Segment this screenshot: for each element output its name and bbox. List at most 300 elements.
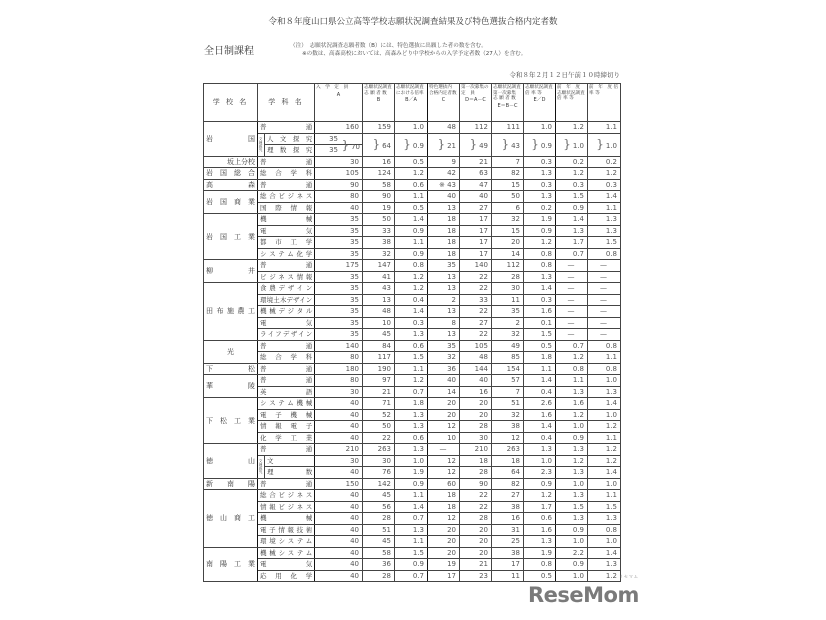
value-cell: 0.6 [395, 432, 428, 444]
value-cell: 58 [363, 179, 395, 191]
group-total-value: 70 [351, 142, 361, 151]
school-name: 柳 井 [204, 260, 258, 283]
value-cell: 1.6 [524, 409, 556, 421]
school-name: 徳山商工 [204, 490, 258, 548]
value-cell: 1.3 [588, 386, 621, 398]
value-cell: 38 [492, 421, 524, 433]
course-name: 理数探究 [265, 145, 315, 157]
value-cell: 1.4 [524, 283, 556, 295]
value-cell: 150 [315, 478, 363, 490]
value-cell: 85 [492, 352, 524, 364]
value-cell: 35 [315, 283, 363, 295]
value-cell: 18 [492, 455, 524, 467]
value-cell: — [588, 271, 621, 283]
header-formula: B／A [405, 97, 417, 104]
value-cell: 0.5 [395, 156, 428, 168]
value-cell: 2.3 [524, 467, 556, 479]
value-cell: 0.5 [524, 340, 556, 352]
table-row [204, 168, 621, 180]
value-cell: 20 [460, 547, 492, 559]
value-cell: 12 [428, 421, 460, 433]
header-label: 前 年 度 志願状況調査 倍 率 等 [557, 85, 585, 102]
value-cell: 30 [315, 156, 363, 168]
value-cell: 49 [492, 340, 524, 352]
value-cell: 90 [363, 191, 395, 203]
value-cell: 1.9 [395, 467, 428, 479]
value-cell: 36 [363, 559, 395, 571]
table-row [204, 237, 621, 249]
value-cell: 159 [363, 122, 395, 134]
table-row [204, 329, 621, 341]
value-cell: 1.5 [556, 501, 588, 513]
value-cell: 160 [315, 122, 363, 134]
course-name: 都市工学 [258, 237, 315, 249]
value-cell: 0.6 [395, 340, 428, 352]
value-cell: 40 [315, 536, 363, 548]
value-text: 49 [479, 141, 489, 150]
value-cell: 32 [363, 248, 395, 260]
value-cell: 1.2 [395, 271, 428, 283]
value-cell: 0.8 [556, 363, 588, 375]
value-cell: 13 [428, 283, 460, 295]
value-cell: 1.3 [556, 444, 588, 456]
value-cell: 31 [492, 524, 524, 536]
value-cell: 0.3 [556, 179, 588, 191]
value-cell: 1.8 [524, 352, 556, 364]
value-cell: 28 [460, 467, 492, 479]
value-cell: 18 [428, 248, 460, 260]
value-cell: 1.5 [556, 191, 588, 203]
table-row [204, 122, 621, 134]
value-cell: 0.9 [556, 432, 588, 444]
value-cell: 15 [492, 225, 524, 237]
value-cell: 14 [428, 386, 460, 398]
value-cell: 1.8 [395, 398, 428, 410]
value-cell: 1.3 [395, 329, 428, 341]
value-cell: 1.6 [524, 524, 556, 536]
course-name: 総合学科 [258, 168, 315, 180]
value-cell: 1.1 [588, 432, 621, 444]
value-cell: 30 [315, 455, 363, 467]
value-cell: 40 [315, 432, 363, 444]
value-cell: — [588, 283, 621, 295]
value-cell: 57 [492, 375, 524, 387]
value-cell: 13 [428, 271, 460, 283]
table-row [204, 570, 621, 582]
value-cell: 35 [315, 306, 363, 318]
value-cell: 50 [492, 191, 524, 203]
application-status-table [203, 83, 621, 582]
value-cell: 22 [460, 329, 492, 341]
value-cell: 13 [428, 329, 460, 341]
value-cell: 16 [363, 156, 395, 168]
value-cell: — [556, 306, 588, 318]
course-name: 電子情報技術 [258, 524, 315, 536]
value-cell: 1.1 [588, 122, 621, 134]
value-cell: 1.2 [395, 375, 428, 387]
value-cell: 0.7 [395, 386, 428, 398]
value-cell: 20 [428, 398, 460, 410]
value-cell: 8 [428, 317, 460, 329]
value-cell: 1.2 [556, 168, 588, 180]
value-cell: 47 [460, 179, 492, 191]
value-cell: 0.1 [524, 317, 556, 329]
value-cell: 0.5 [395, 202, 428, 214]
value-cell: 0.9 [524, 225, 556, 237]
value-cell: 0.6 [524, 513, 556, 525]
course-name: 人文探究 [265, 133, 315, 145]
value-cell: 1.2 [524, 237, 556, 249]
header-formula: E／D [533, 97, 546, 104]
table-row [204, 225, 621, 237]
value-cell: 15 [492, 179, 524, 191]
value-cell: 12 [428, 467, 460, 479]
value-cell: 7 [492, 156, 524, 168]
value-cell: 17 [460, 237, 492, 249]
value-cell: 71 [363, 398, 395, 410]
value-cell: ※ 43 [428, 179, 460, 191]
value-cell: 1.4 [524, 375, 556, 387]
value-cell: 1.2 [556, 455, 588, 467]
value-cell: 38 [492, 547, 524, 559]
table-row [204, 490, 621, 502]
value-cell: 263 [492, 444, 524, 456]
value-cell: 28 [363, 513, 395, 525]
table-row [204, 133, 621, 145]
course-name: 総合ビジネス [258, 191, 315, 203]
course-name: 化学工業 [258, 432, 315, 444]
value-cell: 32 [492, 409, 524, 421]
value-cell: 21 [363, 386, 395, 398]
value-cell: 1.4 [556, 214, 588, 226]
value-cell: 1.4 [395, 306, 428, 318]
value-cell: 1.2 [395, 168, 428, 180]
value-cell: 30 [492, 283, 524, 295]
value-cell: 1.3 [556, 225, 588, 237]
value-text: 0.9 [412, 141, 425, 150]
value-cell: — [556, 329, 588, 341]
value-cell: 80 [315, 191, 363, 203]
value-cell: 1.3 [556, 513, 588, 525]
header-col [492, 84, 524, 122]
value-cell: 28 [492, 271, 524, 283]
value-cell: 0.8 [524, 559, 556, 571]
value-cell: 1.2 [588, 444, 621, 456]
course-name: 英 語 [258, 386, 315, 398]
note-1: （注） 志願状況調査志願者数（B）には、特色選抜に出願した者の数を含む。 [290, 43, 487, 49]
value-cell: 1.0 [524, 122, 556, 134]
value-cell: 40 [428, 375, 460, 387]
value-cell: 105 [460, 340, 492, 352]
course-name: 普 通 [258, 363, 315, 375]
school-name: 岩国総合 [204, 168, 258, 180]
value-text: 1.0 [605, 141, 618, 150]
value-cell: 1.6 [556, 398, 588, 410]
value-cell: 6 [492, 202, 524, 214]
value-cell: 1.0 [556, 421, 588, 433]
value-cell: 13 [428, 306, 460, 318]
school-name: 岩国商業 [204, 191, 258, 214]
value-cell: 1.5 [588, 237, 621, 249]
table-row [204, 352, 621, 364]
value-cell: 1.3 [588, 513, 621, 525]
value-cell: 22 [363, 432, 395, 444]
value-text: 0.9 [540, 141, 553, 150]
value-cell: 105 [315, 168, 363, 180]
brace-icon: } [437, 136, 446, 151]
school-name: 高 森 [204, 179, 258, 191]
school-name: 岩国工業 [204, 214, 258, 260]
header-label: 志願状況調査 における倍率 [396, 85, 424, 96]
value-cell: 50 [363, 214, 395, 226]
value-cell: 35 [315, 294, 363, 306]
value-cell [395, 133, 428, 156]
value-cell: 140 [315, 340, 363, 352]
value-cell: 48 [428, 122, 460, 134]
value-cell: 0.2 [556, 156, 588, 168]
table-row [204, 375, 621, 387]
course-type-heading: 全日制課程 [204, 46, 254, 57]
value-cell: 144 [460, 363, 492, 375]
course-name: 機 械 [258, 214, 315, 226]
value-cell: 0.4 [524, 432, 556, 444]
value-cell: — [428, 444, 460, 456]
course-name: 環境システム [258, 536, 315, 548]
value-cell: 1.2 [395, 283, 428, 295]
value-cell: 16 [492, 513, 524, 525]
value-cell: 0.9 [556, 559, 588, 571]
table-row [204, 386, 621, 398]
value-cell: 0.8 [524, 260, 556, 272]
value-cell: 90 [460, 478, 492, 490]
value-cell: 1.3 [556, 467, 588, 479]
header-label: 志願状況調査 第一次募集 志 願 者 数 [493, 85, 521, 102]
value-cell: 40 [315, 490, 363, 502]
value-cell: 1.3 [556, 490, 588, 502]
value-cell: — [588, 260, 621, 272]
value-cell: 1.9 [524, 214, 556, 226]
value-cell: 51 [363, 524, 395, 536]
value-cell: 111 [492, 122, 524, 134]
value-cell: 1.1 [395, 237, 428, 249]
value-cell: 17 [460, 225, 492, 237]
value-cell: 154 [492, 363, 524, 375]
course-name: 食農デザイン [258, 283, 315, 295]
table-row [204, 248, 621, 260]
value-text: 21 [447, 141, 457, 150]
value-cell: 0.6 [395, 179, 428, 191]
header-formula: A [336, 91, 341, 98]
value-cell: 20 [428, 547, 460, 559]
value-cell: 0.7 [556, 340, 588, 352]
value-cell: 40 [315, 409, 363, 421]
value-cell: 1.0 [395, 122, 428, 134]
course-name: 普 通 [258, 444, 315, 456]
value-cell: 0.3 [524, 294, 556, 306]
value-cell: 1.0 [588, 409, 621, 421]
value-cell: 1.2 [588, 570, 621, 582]
value-cell: 142 [363, 478, 395, 490]
value-cell: 20 [428, 524, 460, 536]
value-cell: 1.4 [588, 467, 621, 479]
value-cell: 1.1 [395, 191, 428, 203]
value-cell: 40 [315, 202, 363, 214]
value-cell: 0.7 [556, 248, 588, 260]
table-row [204, 455, 621, 467]
value-cell: 1.3 [588, 214, 621, 226]
value-cell: 1.1 [395, 490, 428, 502]
value-cell: 35 [315, 237, 363, 249]
value-cell: 1.5 [395, 547, 428, 559]
table-row [204, 340, 621, 352]
header-col [428, 84, 460, 122]
value-cell [492, 133, 524, 156]
value-cell: 0.3 [395, 317, 428, 329]
group-label: 文理探究 [258, 133, 265, 156]
value-cell: — [588, 329, 621, 341]
table-row [204, 179, 621, 191]
value-cell: 0.5 [524, 570, 556, 582]
value-cell: 0.9 [556, 202, 588, 214]
header-col [395, 84, 428, 122]
value-cell: 210 [460, 444, 492, 456]
course-name: 国際情報 [258, 202, 315, 214]
value-cell: 112 [492, 260, 524, 272]
value-cell: 84 [363, 340, 395, 352]
value-cell: 0.4 [524, 386, 556, 398]
value-cell: 45 [363, 329, 395, 341]
value-cell: 22 [460, 306, 492, 318]
table-row [204, 191, 621, 203]
course-name: 電 気 [258, 225, 315, 237]
course-name: 普 通 [258, 260, 315, 272]
value-cell: 1.4 [524, 421, 556, 433]
value-cell: 58 [363, 547, 395, 559]
value-cell: 40 [315, 467, 363, 479]
document-title: 令和８年度山口県公立高等学校志願状況調査結果及び特色選抜合格内定者数 [268, 17, 558, 27]
course-name: システム機械 [258, 398, 315, 410]
value-cell: 1.3 [524, 536, 556, 548]
value-cell: 38 [492, 501, 524, 513]
value-cell: 35 [315, 329, 363, 341]
course-name: 情報ビジネス [258, 501, 315, 513]
value-cell: 30 [363, 455, 395, 467]
value-cell: 1.4 [588, 398, 621, 410]
group-label: 文理探究 [258, 455, 265, 478]
logo-subtext: リセマム [618, 574, 639, 579]
table-row [204, 260, 621, 272]
value-cell: 9 [428, 156, 460, 168]
value-cell: 1.2 [524, 490, 556, 502]
brace-icon: } [501, 136, 510, 151]
table-row [204, 317, 621, 329]
value-cell: 63 [460, 168, 492, 180]
value-cell: 20 [460, 524, 492, 536]
value-cell: 27 [460, 317, 492, 329]
course-name: 普 通 [258, 478, 315, 490]
course-name: ビジネス情報 [258, 271, 315, 283]
value-cell: 82 [492, 168, 524, 180]
value-cell: 1.1 [556, 375, 588, 387]
value-cell: 35 [492, 306, 524, 318]
value-cell: 41 [363, 271, 395, 283]
value-cell: 52 [363, 409, 395, 421]
value-cell: 1.3 [395, 409, 428, 421]
value-cell: 263 [363, 444, 395, 456]
value-cell: 21 [460, 156, 492, 168]
header-row [204, 84, 621, 122]
table-row [204, 467, 621, 479]
value-cell [588, 133, 621, 156]
table-row [204, 363, 621, 375]
value-cell: 0.7 [395, 570, 428, 582]
header-label: 志願状況調査 倍 率 等 [525, 85, 553, 96]
value-cell: 180 [315, 363, 363, 375]
value-cell: 0.2 [524, 202, 556, 214]
brace-icon: } [563, 136, 571, 151]
value-cell: 17 [460, 214, 492, 226]
value-cell: 2 [428, 294, 460, 306]
value-cell: 1.0 [556, 478, 588, 490]
value-cell: 35 [428, 260, 460, 272]
value-cell: 0.4 [395, 294, 428, 306]
value-cell: 0.2 [588, 156, 621, 168]
value-cell: 22 [460, 283, 492, 295]
value-cell: 43 [363, 283, 395, 295]
table-row [204, 536, 621, 548]
value-cell: 124 [363, 168, 395, 180]
school-name: 田布施農工 [204, 283, 258, 341]
value-cell: 28 [460, 513, 492, 525]
value-cell: 35 [315, 271, 363, 283]
header-school: 学 校 名 [204, 84, 258, 122]
value-cell: 42 [428, 168, 460, 180]
header-col [363, 84, 395, 122]
course-name: 機械システム [258, 547, 315, 559]
note-2: ※の数は、高森高校においては、高森みどり中学校からの入学予定者数（27人）を含む。 [302, 51, 527, 57]
value-cell: 0.3 [588, 179, 621, 191]
value-cell: 1.9 [524, 547, 556, 559]
value-cell: 0.9 [395, 225, 428, 237]
course-name: 普 通 [258, 179, 315, 191]
value-cell: 0.3 [524, 179, 556, 191]
value-cell: 7 [492, 386, 524, 398]
value-cell: 20 [492, 237, 524, 249]
value-cell: 2 [492, 317, 524, 329]
value-cell: 1.0 [395, 455, 428, 467]
value-cell: 1.1 [395, 363, 428, 375]
value-cell: 1.1 [588, 490, 621, 502]
header-label: 志願状況調査 志 願 者 数 [364, 85, 392, 96]
value-cell: 1.1 [395, 536, 428, 548]
course-name: 理 数 [265, 467, 315, 479]
value-cell: 1.6 [524, 306, 556, 318]
school-name: 坂上分校 [204, 156, 258, 168]
value-cell: 19 [428, 559, 460, 571]
value-cell: 30 [315, 386, 363, 398]
value-cell [524, 133, 556, 156]
course-name: 普 通 [258, 122, 315, 134]
value-cell: 35 [315, 248, 363, 260]
value-cell: 1.2 [556, 352, 588, 364]
value-cell: 17 [460, 248, 492, 260]
value-cell: 17 [428, 570, 460, 582]
value-cell: 82 [492, 478, 524, 490]
value-text: 43 [511, 141, 521, 150]
value-cell: 0.7 [395, 513, 428, 525]
value-cell: 0.8 [588, 363, 621, 375]
value-cell: — [588, 306, 621, 318]
